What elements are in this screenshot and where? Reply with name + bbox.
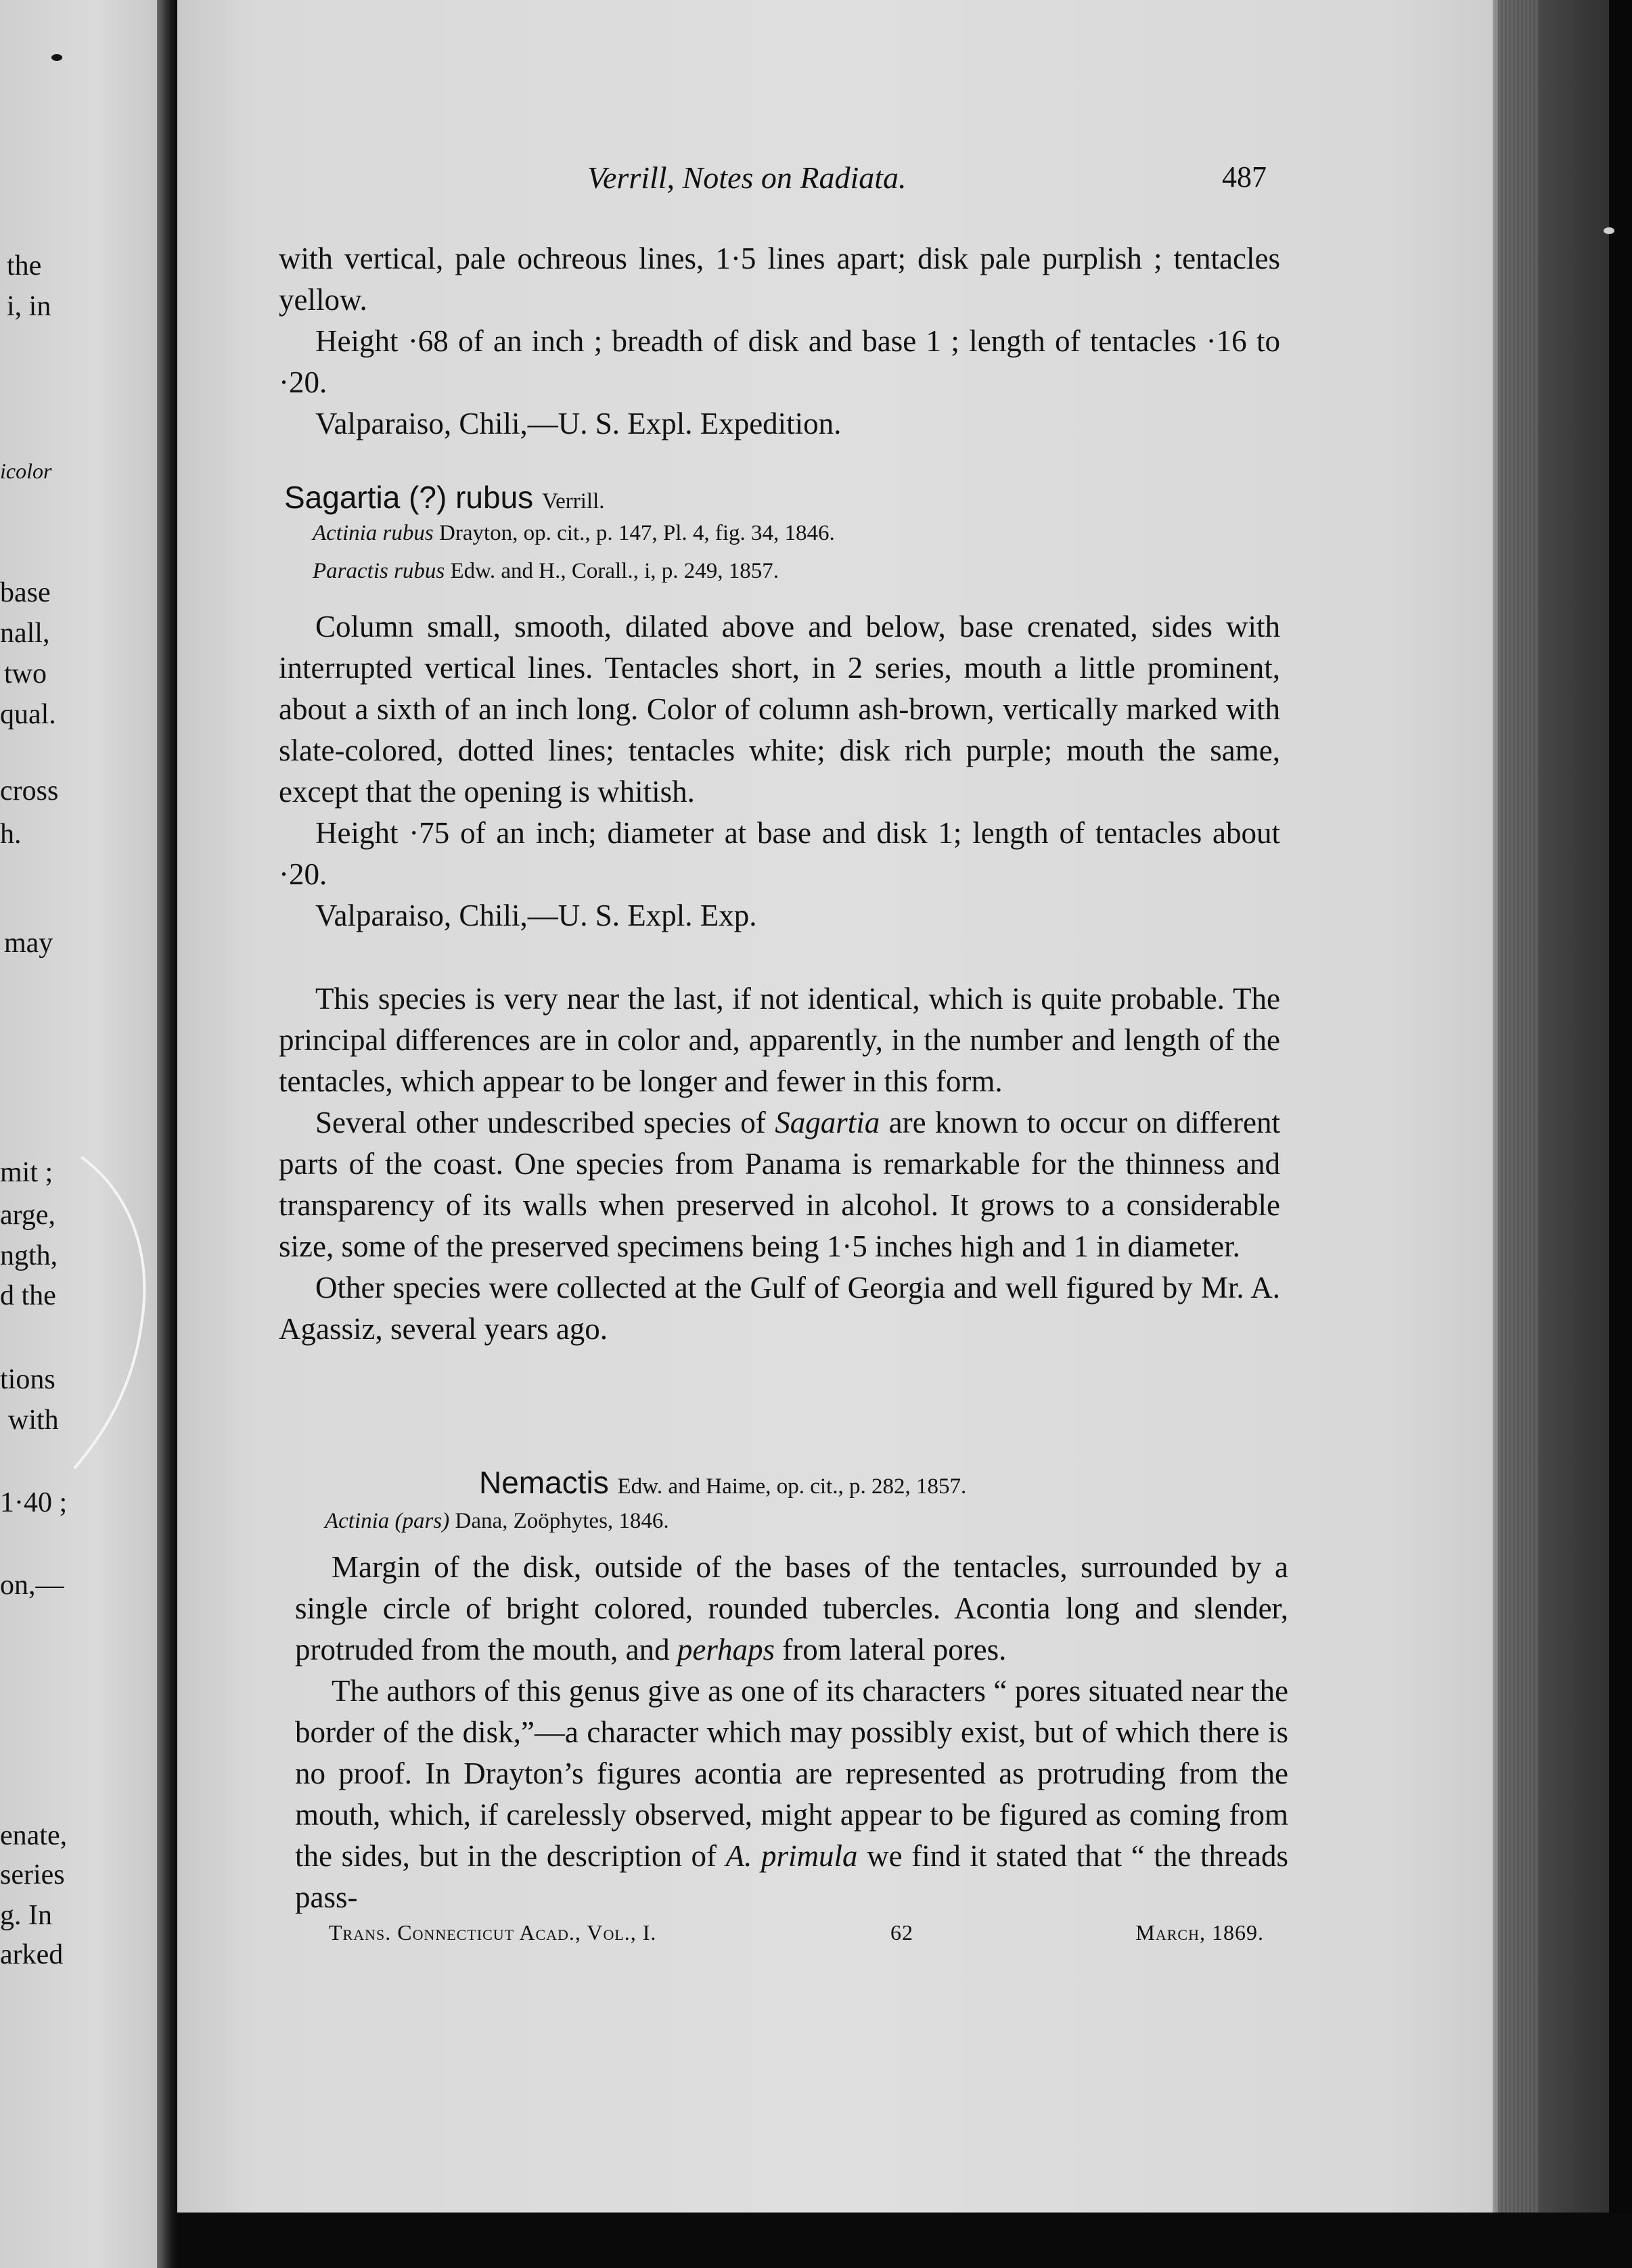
measurement-paragraph: Height ·75 of an inch; diameter at base and disk 1; length of tentacles about ·20. [279,816,1280,891]
synonym-name: Paractis rubus [313,559,445,583]
genus-description [295,1547,1288,1918]
left-page-text-fragment: enate, [0,1820,68,1851]
genus-synonym-name: Actinia (pars) [325,1509,450,1533]
left-page-text-fragment: tions [0,1364,55,1395]
species-remarks [279,978,1280,1350]
left-page-text-fragment: nall, [0,618,50,649]
locality-paragraph: Valparaiso, Chili,—U. S. Expl. Expedition. [315,407,842,440]
left-page-text-fragment: d the [0,1280,56,1311]
genus-paragraph: The authors of this genus give as one of its characters “ pores situated near the border of the disk,”—a character which may possibly exist, but of which there is no proof. In Drayton’s figures acontia are represented as protruding from the mouth, which, if carelessly observed, might appear to be figured as coming from the sides, but in the description of A. primula we find it stated that “ the threads pass- [295,1674,1288,1914]
left-page-text-fragment: series [0,1859,65,1890]
left-page-text-fragment: g. In [0,1900,52,1931]
genus-name: Nemactis [479,1465,609,1500]
signature-mark: 62 [890,1920,913,1945]
left-page-text-fragment: arge, [0,1200,56,1231]
genus-synonym-line [325,1509,669,1534]
genus-paragraph: Margin of the disk, outside of the bases of the tentacles, surrounded by a single circle of bright colored, rounded tubercles. Acontia long and slender, protruded from the mouth, and perhaps from lateral pores. [295,1550,1288,1666]
scan-border [1609,0,1632,2268]
genus-reference: Edw. and Haime, op. cit., p. 282, 1857. [617,1474,967,1499]
species-author: Verrill. [541,489,605,514]
scan-speck [1604,227,1614,234]
left-page-text-fragment: icolor [0,459,52,483]
continuation-block [279,238,1280,445]
remark-paragraph: This species is very near the last, if not identical, which is quite probable. The principal differences are in color and, apparently, in the number and length of the tentacles, which appear to be longer and fewer in this form. [279,982,1280,1098]
continuation-paragraph: with vertical, pale ochreous lines, 1·5 lines apart; disk pale purplish ; tentacles yellow. [279,242,1280,317]
left-page-text-fragment: the [7,250,42,281]
page-number: 487 [1222,160,1267,194]
left-page-text-fragment: with [8,1405,59,1436]
description-paragraph: Column small, smooth, dilated above and below, base crenated, sides with interrupted vertical lines. Tentacles short, in 2 series, mouth a little prominent, about a sixth of an inch long. Color of column ash-brown, vertically marked with slate-colored, dotted lines; tentacles white; disk rich purple; mouth the same, except that the opening is whitish. [279,610,1280,809]
scan-speck [51,54,62,61]
remark-paragraph: Other species were collected at the Gulf of Georgia and well figured by Mr. A. Agassiz, several years ago. [279,1271,1280,1346]
left-page-text-fragment: i, in [7,291,51,322]
pencil-mark [68,1150,156,1475]
left-page-text-fragment: qual. [0,699,56,730]
left-page-text-fragment: on,— [0,1570,64,1601]
synonym-name: Actinia rubus [313,521,434,545]
species-heading [284,479,605,516]
scan-bottom-border [177,2213,1632,2268]
left-page-fragment [0,0,157,2268]
left-page-text-fragment: may [4,928,53,959]
left-page-text-fragment: h. [0,819,22,850]
book-gutter [157,0,180,2268]
locality-paragraph: Valparaiso, Chili,—U. S. Expl. Exp. [315,899,757,932]
remark-paragraph: Several other undescribed species of Sagartia are known to occur on different parts of the coast. One species from Panama is remarkable for the thinness and transparency of its walls when preserved in alcohol. It grows to a considerable size, some of the preserved specimens being 1·5 inches high and 1 in diameter. [279,1106,1280,1263]
genus-synonym-reference: Dana, Zoöphytes, 1846. [455,1509,669,1533]
synonym-line [313,559,779,584]
page-stack-lines [1498,0,1539,2233]
left-page-text-fragment: ngth, [0,1240,58,1271]
species-name: Sagartia (?) rubus [284,480,534,515]
genus-heading [479,1464,966,1501]
issue-date: March, 1869. [1135,1920,1264,1945]
synonym-line [313,521,835,546]
left-page-text-fragment: arked [0,1939,64,1970]
journal-signature-line: Trans. Connecticut Acad., Vol., I. [329,1920,657,1945]
left-page-text-fragment: mit ; [0,1157,53,1188]
synonym-reference: Edw. and H., Corall., i, p. 249, 1857. [450,559,779,583]
synonym-reference: Drayton, op. cit., p. 147, Pl. 4, fig. 34, 1846. [439,521,835,545]
left-page-text-fragment: 1·40 ; [0,1487,68,1518]
species-description [279,606,1280,936]
left-page-text-fragment: cross [0,775,59,807]
left-page-text-fragment: base [0,577,51,608]
running-head: Verrill, Notes on Radiata. [587,160,907,195]
left-page-text-fragment: two [4,658,47,689]
measurement-paragraph: Height ·68 of an inch ; breadth of disk and base 1 ; length of tentacles ·16 to ·20. [279,324,1280,399]
